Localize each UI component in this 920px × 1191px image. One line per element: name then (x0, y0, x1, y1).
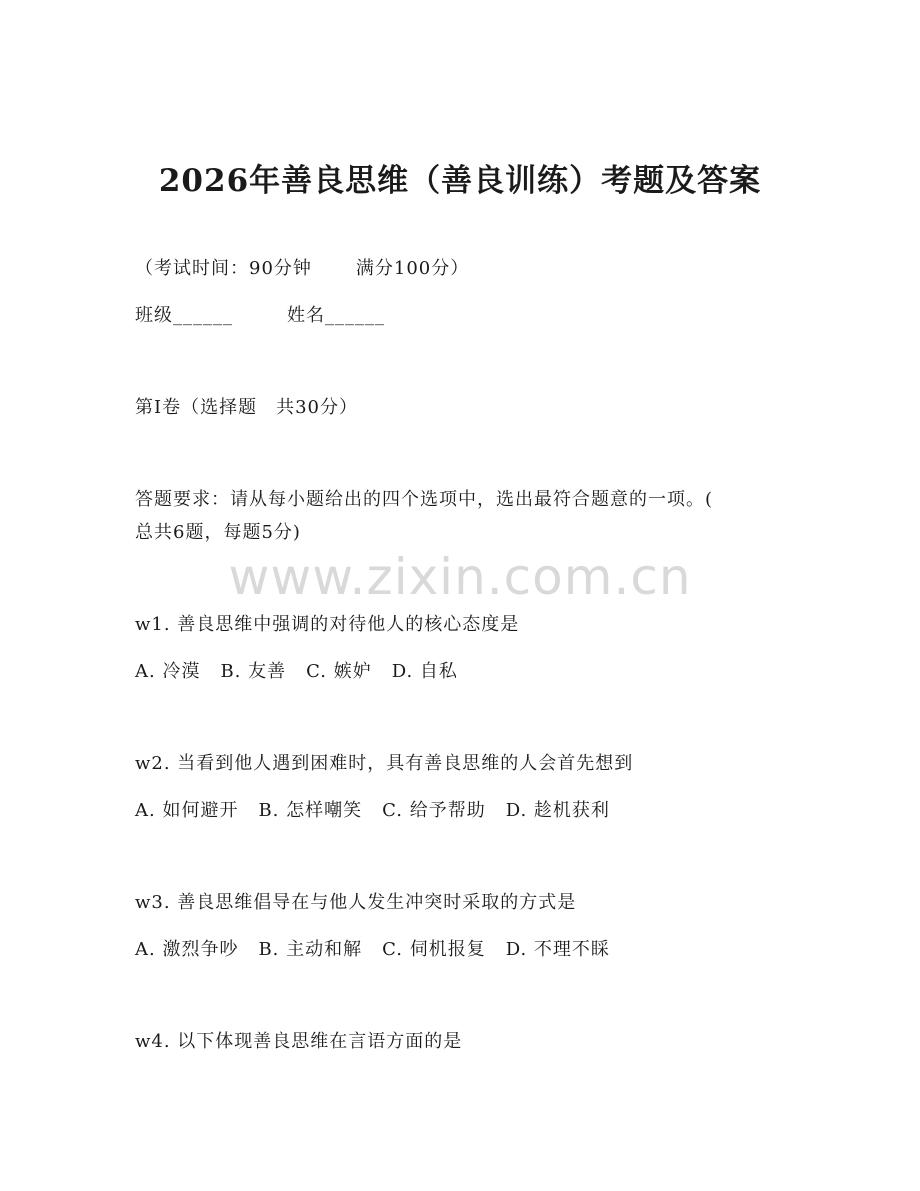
exam-info (135, 254, 469, 280)
student-fields (135, 301, 385, 327)
question-3-options (135, 935, 610, 961)
option-c: C. 伺机报复 (382, 939, 486, 960)
question-2-stem: w2. 当看到他人遇到困难时，具有善良思维的人会首先想到 (135, 753, 634, 774)
option-d: D. 趁机获利 (505, 800, 610, 821)
question-4-stem: w4. 以下体现善良思维在言语方面的是 (135, 1031, 463, 1052)
option-a: A. 如何避开 (135, 800, 239, 821)
exam-full-score: 满分100分） (355, 258, 470, 279)
exam-time: （考试时间：90分钟 (135, 258, 312, 279)
page-title: 2026年善良思维（善良训练）考题及答案 (158, 163, 762, 199)
question-1-stem: w1. 善良思维中强调的对待他人的核心态度是 (135, 614, 520, 635)
watermark: www.zixin.com.cn (228, 548, 692, 606)
instructions-line-2: 总共6题，每题5分) (135, 522, 301, 543)
question-1-options (135, 657, 458, 683)
option-a: A. 激烈争吵 (135, 939, 239, 960)
option-d: D. 不理不睬 (505, 939, 610, 960)
option-b: B. 主动和解 (258, 939, 363, 960)
question-2-options (135, 796, 610, 822)
name-field: 姓名______ (287, 305, 385, 326)
section-heading: 第Ⅰ卷（选择题 共30分） (135, 397, 359, 418)
option-d: D. 自私 (391, 661, 458, 682)
question-3-stem: w3. 善良思维倡导在与他人发生冲突时采取的方式是 (135, 892, 577, 913)
option-a: A. 冷漠 (135, 661, 201, 682)
option-c: C. 给予帮助 (382, 800, 486, 821)
option-b: B. 友善 (220, 661, 287, 682)
class-field: 班级______ (135, 305, 233, 326)
instructions-line-1: 答题要求：请从每小题给出的四个选项中，选出最符合题意的一项。( (135, 489, 714, 510)
option-b: B. 怎样嘲笑 (258, 800, 363, 821)
option-c: C. 嫉妒 (306, 661, 372, 682)
